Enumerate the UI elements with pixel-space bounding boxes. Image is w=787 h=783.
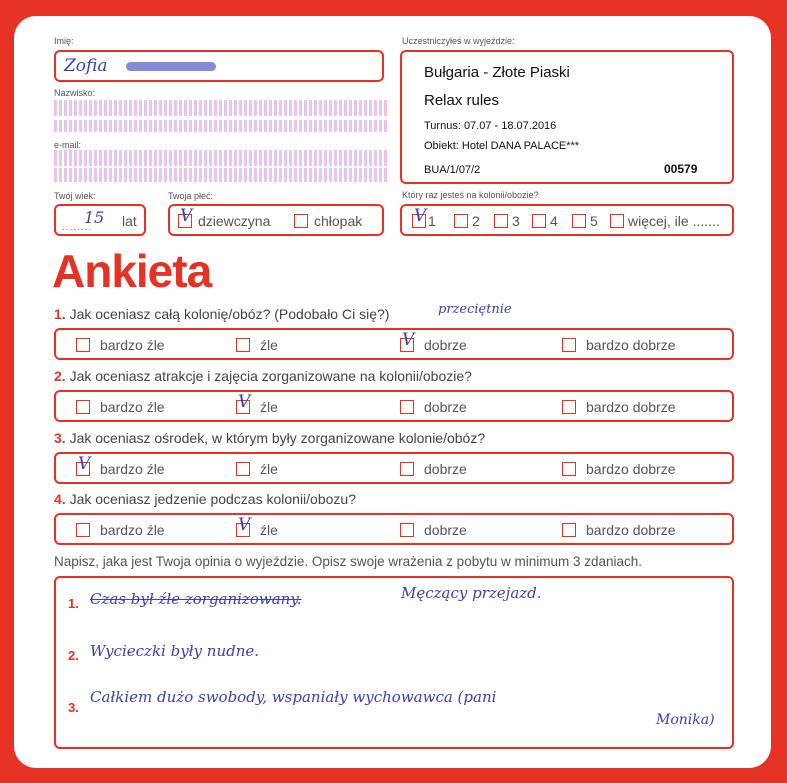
camp-number: 00579 bbox=[664, 162, 698, 176]
plec-field bbox=[168, 204, 384, 236]
q1-option-bardzo-dobrze: bardzo dobrze bbox=[586, 337, 676, 353]
redacted-email bbox=[54, 150, 389, 166]
q2-option-bardzo-zle: bardzo źle bbox=[100, 399, 165, 415]
checkmark-icon: V bbox=[180, 206, 193, 226]
camp-info-box bbox=[400, 50, 734, 184]
wiek-label: Twój wiek: bbox=[54, 191, 96, 201]
imie-label: Imię: bbox=[54, 36, 74, 46]
plec-option-chlopak: chłopak bbox=[314, 213, 363, 229]
q4-option-dobrze: dobrze bbox=[424, 522, 467, 538]
q4-checkbox-bardzo-dobrze[interactable] bbox=[562, 523, 576, 537]
survey-sheet bbox=[14, 16, 771, 768]
redacted-surname-scribble bbox=[126, 62, 216, 71]
q3-checkbox-dobrze[interactable] bbox=[400, 462, 414, 476]
opinion-line-3-num: 3. bbox=[68, 700, 79, 715]
checkmark-icon: V bbox=[78, 454, 91, 474]
times-checkbox-more[interactable] bbox=[610, 214, 624, 228]
q1-option-bardzo-zle: bardzo źle bbox=[100, 337, 165, 353]
wiek-value: 15 bbox=[84, 208, 105, 227]
opinion-box[interactable] bbox=[54, 576, 734, 749]
question-1 bbox=[54, 306, 389, 322]
times-field bbox=[400, 204, 734, 236]
q2-checkbox-zle[interactable] bbox=[236, 392, 251, 414]
redacted-nazwisko bbox=[54, 100, 389, 116]
opinion-line-1-text: Męczący przejazd. bbox=[401, 584, 542, 602]
times-checkbox-1[interactable] bbox=[412, 206, 427, 228]
times-option-2: 2 bbox=[472, 213, 480, 229]
question-4-text: Jak oceniasz jedzenie podczas kolonii/obozu? bbox=[69, 491, 356, 507]
participant-label: Uczestniczyłeś w wyjeździe: bbox=[402, 36, 515, 46]
redacted-email-2 bbox=[54, 168, 389, 182]
q1-checkbox-bardzo-dobrze[interactable] bbox=[562, 338, 576, 352]
camp-turnus: Turnus: 07.07 - 18.07.2016 bbox=[424, 120, 557, 132]
times-option-5: 5 bbox=[590, 213, 598, 229]
q4-option-bardzo-zle: bardzo źle bbox=[100, 522, 165, 538]
wiek-dots: ........ bbox=[62, 222, 93, 233]
question-1-note: przeciętnie bbox=[438, 302, 512, 317]
wiek-field[interactable] bbox=[54, 204, 146, 236]
nazwisko-label: Nazwisko: bbox=[54, 88, 96, 98]
q2-checkbox-dobrze[interactable] bbox=[400, 400, 414, 414]
opinion-line-2-num: 2. bbox=[68, 648, 79, 663]
q1-checkbox-dobrze[interactable] bbox=[400, 330, 415, 352]
question-4 bbox=[54, 491, 356, 507]
answer-row-1 bbox=[54, 328, 734, 360]
times-option-4: 4 bbox=[550, 213, 558, 229]
q4-option-zle: źle bbox=[260, 522, 278, 538]
imie-value: Zofia bbox=[64, 56, 108, 76]
q4-checkbox-zle[interactable] bbox=[236, 515, 251, 537]
q4-option-bardzo-dobrze: bardzo dobrze bbox=[586, 522, 676, 538]
imie-field[interactable] bbox=[54, 50, 384, 82]
checkmark-icon: V bbox=[414, 206, 427, 226]
q2-option-dobrze: dobrze bbox=[424, 399, 467, 415]
survey-title: Ankieta bbox=[52, 245, 212, 297]
question-3-num: 3. bbox=[54, 430, 66, 446]
q2-option-bardzo-dobrze: bardzo dobrze bbox=[586, 399, 676, 415]
times-label: Który raz jesteś na kolonii/obozie? bbox=[402, 190, 539, 200]
q3-checkbox-zle[interactable] bbox=[236, 462, 250, 476]
opinion-line-2-text: Wycieczki były nudne. bbox=[90, 642, 260, 660]
q3-option-bardzo-dobrze: bardzo dobrze bbox=[586, 461, 676, 477]
checkmark-icon: V bbox=[238, 392, 251, 412]
q2-option-zle: źle bbox=[260, 399, 278, 415]
opinion-prompt: Napisz, jaka jest Twoja opinia o wyjeździe. Opisz swoje wrażenia z pobytu w minimum 3 zdaniach. bbox=[54, 554, 643, 569]
plec-option-dziewczyna: dziewczyna bbox=[198, 213, 271, 229]
opinion-line-1-num: 1. bbox=[68, 596, 79, 611]
q1-checkbox-zle[interactable] bbox=[236, 338, 250, 352]
times-checkbox-3[interactable] bbox=[494, 214, 508, 228]
answer-row-2 bbox=[54, 390, 734, 422]
question-2 bbox=[54, 368, 472, 384]
camp-obiekt: Obiekt: Hotel DANA PALACE*** bbox=[424, 140, 580, 152]
wiek-unit: lat bbox=[122, 213, 137, 229]
times-option-1: 1 bbox=[428, 213, 436, 229]
q2-checkbox-bardzo-zle[interactable] bbox=[76, 400, 90, 414]
question-1-num: 1. bbox=[54, 306, 66, 322]
camp-destination: Bułgaria - Złote Piaski bbox=[424, 64, 570, 81]
answer-row-3 bbox=[54, 452, 734, 484]
q4-checkbox-bardzo-zle[interactable] bbox=[76, 523, 90, 537]
q4-checkbox-dobrze[interactable] bbox=[400, 523, 414, 537]
checkmark-icon: V bbox=[402, 330, 415, 350]
times-checkbox-4[interactable] bbox=[532, 214, 546, 228]
camp-code: BUA/1/07/2 bbox=[424, 164, 481, 176]
opinion-line-3-text: Całkiem dużo swobody, wspaniały wychowawca (pani bbox=[90, 688, 497, 706]
checkmark-icon: V bbox=[238, 515, 251, 535]
times-checkbox-5[interactable] bbox=[572, 214, 586, 228]
times-option-more: więcej, ile ....... bbox=[628, 213, 720, 229]
plec-checkbox-dziewczyna[interactable] bbox=[178, 206, 193, 228]
plec-checkbox-chlopak[interactable] bbox=[294, 214, 308, 228]
opinion-line-4-text: Monika) bbox=[656, 712, 715, 728]
question-3-text: Jak oceniasz ośrodek, w którym były zorganizowane kolonie/obóz? bbox=[69, 430, 486, 446]
q3-checkbox-bardzo-dobrze[interactable] bbox=[562, 462, 576, 476]
plec-label: Twoja płeć: bbox=[168, 191, 214, 201]
answer-row-4 bbox=[54, 513, 734, 545]
times-checkbox-2[interactable] bbox=[454, 214, 468, 228]
question-2-text: Jak oceniasz atrakcje i zajęcia zorganizowane na kolonii/obozie? bbox=[69, 368, 472, 384]
email-label: e-mail: bbox=[54, 140, 82, 150]
question-2-num: 2. bbox=[54, 368, 66, 384]
q3-option-bardzo-zle: bardzo źle bbox=[100, 461, 165, 477]
q3-checkbox-bardzo-zle[interactable] bbox=[76, 454, 91, 476]
q2-checkbox-bardzo-dobrze[interactable] bbox=[562, 400, 576, 414]
q1-checkbox-bardzo-zle[interactable] bbox=[76, 338, 90, 352]
question-4-num: 4. bbox=[54, 491, 66, 507]
question-1-text: Jak oceniasz całą kolonię/obóz? (Podobało Ci się?) bbox=[69, 306, 390, 322]
redacted-nazwisko-2 bbox=[54, 120, 389, 132]
question-3 bbox=[54, 430, 485, 446]
times-option-3: 3 bbox=[512, 213, 520, 229]
q1-option-dobrze: dobrze bbox=[424, 337, 467, 353]
opinion-line-1-struck: Czas był źle zorganizowany. bbox=[90, 590, 302, 608]
q3-option-dobrze: dobrze bbox=[424, 461, 467, 477]
q1-option-zle: źle bbox=[260, 337, 278, 353]
camp-program: Relax rules bbox=[424, 92, 500, 109]
q3-option-zle: źle bbox=[260, 461, 278, 477]
